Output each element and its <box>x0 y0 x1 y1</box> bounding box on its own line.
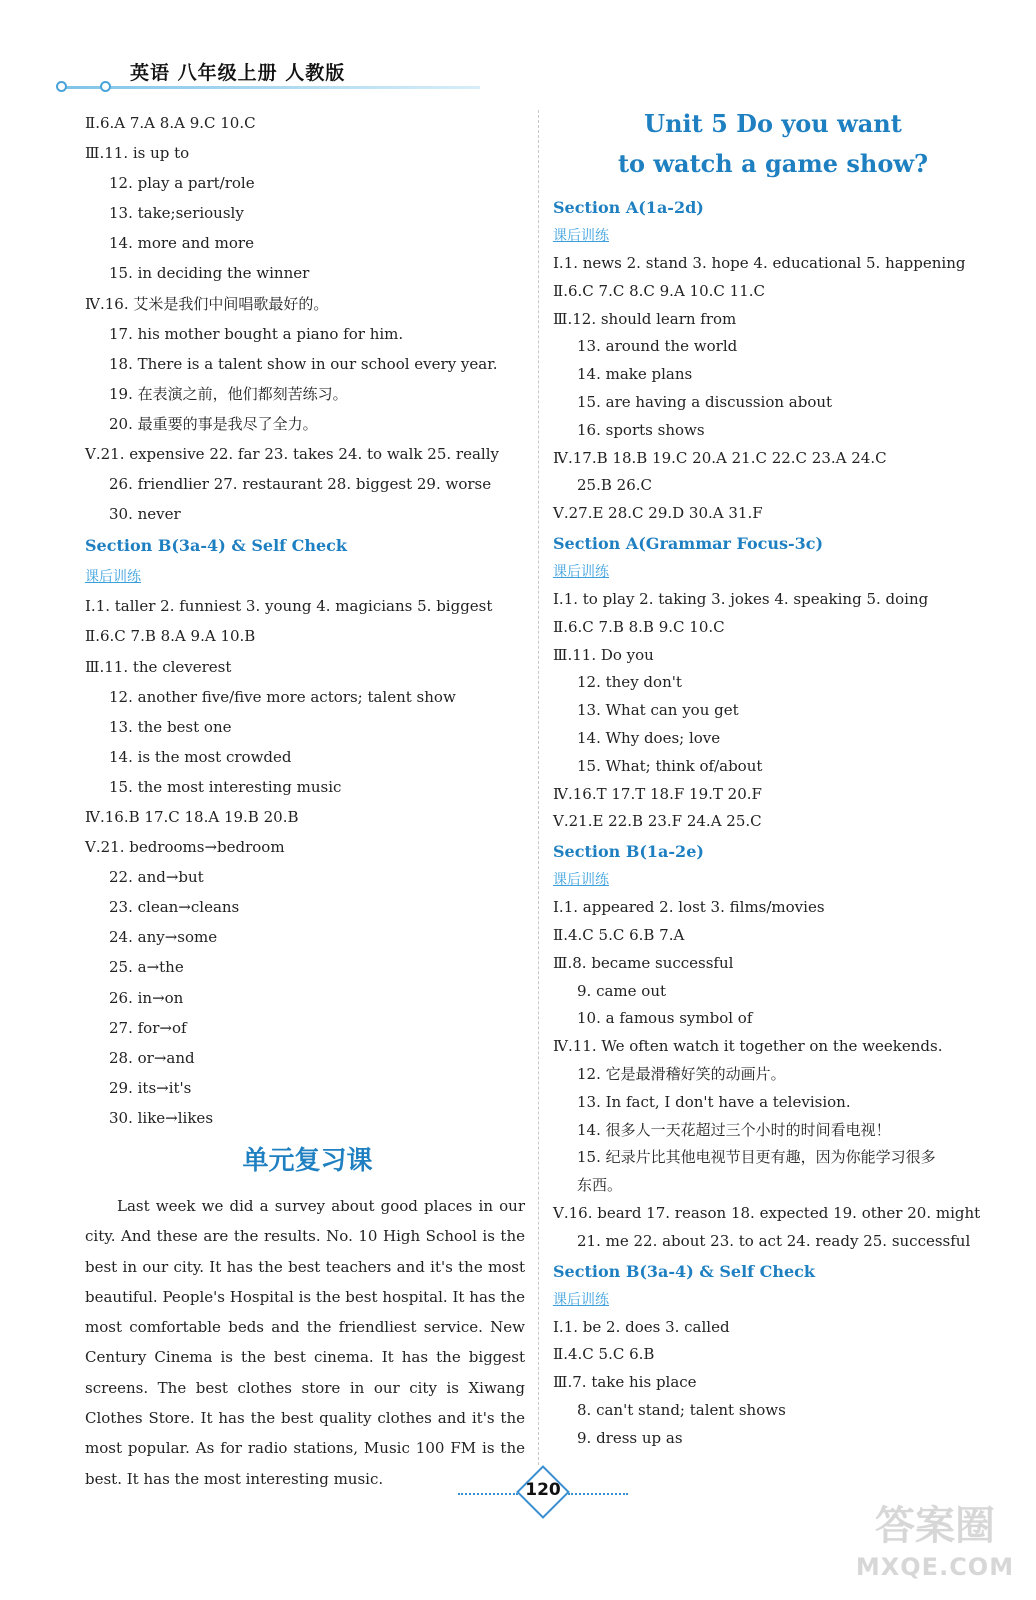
answer-line: 21. me 22. about 23. to act 24. ready 25. successful <box>577 1231 971 1250</box>
answer-line: 15. 纪录片比其他电视节目更有趣，因为你能学习很多 <box>577 1148 936 1167</box>
answer-line: Ⅲ.7. take his place <box>553 1373 697 1392</box>
watermark-logo <box>845 1500 1025 1590</box>
answer-line: 16. sports shows <box>577 420 705 439</box>
answer-line: Ⅱ.4.C 5.C 6.B 7.A <box>553 925 685 944</box>
left-column <box>85 108 530 1494</box>
answer-line: Ⅴ.21. bedrooms→bedroom <box>85 838 285 857</box>
answer-line: 12. another five/five more actors; talent show <box>109 687 456 706</box>
unit-title-line-1: Unit 5 Do you want <box>644 109 902 138</box>
page-number: 120 <box>525 1480 561 1500</box>
answer-line: Ⅳ.16.B 17.C 18.A 19.B 20.B <box>85 807 299 826</box>
answer-line: 东西。 <box>577 1176 623 1195</box>
answer-line: 14. is the most crowded <box>109 747 292 766</box>
answer-line: 9. came out <box>577 981 667 1000</box>
answer-line: 13. In fact, I don't have a television. <box>577 1092 851 1111</box>
section-heading: Section A(Grammar Focus-3c) <box>553 533 824 553</box>
answer-line: 29. its→it's <box>109 1078 192 1097</box>
answer-line: 22. and→but <box>109 868 204 887</box>
answer-line: 14. make plans <box>577 365 693 384</box>
answer-line: Ⅱ.4.C 5.C 6.B <box>553 1345 655 1364</box>
answer-line: Ⅱ.6.A 7.A 8.A 9.C 10.C <box>85 114 256 132</box>
practice-tag: 课后训练 <box>553 1291 609 1308</box>
answer-line: 17. his mother bought a piano for him. <box>109 324 404 343</box>
answer-line: 12. play a part/role <box>109 174 255 193</box>
section-heading: Section A(1a-2d) <box>553 198 704 217</box>
footer-dots-right <box>568 1493 628 1495</box>
answer-line: Ⅱ.6.C 7.C 8.C 9.A 10.C 11.C <box>553 281 765 300</box>
answer-line: Ⅲ.8. became successful <box>553 953 734 972</box>
answer-line: 15. in deciding the winner <box>109 264 310 283</box>
answer-line: Ⅳ.16.T 17.T 18.F 19.T 20.F <box>553 784 762 803</box>
answer-line: Ⅱ.6.C 7.B 8.A 9.A 10.B <box>85 627 256 646</box>
answer-line: Ⅲ.11. the cleverest <box>85 657 232 676</box>
header-rule <box>60 86 480 89</box>
answer-line: 26. friendlier 27. restaurant 28. biggest 29. worse <box>109 475 492 494</box>
section-heading: Section B(1a-2e) <box>553 842 704 862</box>
answer-line: Ⅳ.16. 艾米是我们中间唱歌最好的。 <box>85 294 329 313</box>
watermark-text: 答案圈 <box>875 1503 995 1549</box>
watermark-url: MXQE.COM <box>855 1553 1015 1581</box>
right-column <box>553 108 993 1452</box>
answer-line: Ⅳ.11. We often watch it together on the weekends. <box>553 1037 943 1056</box>
footer-dots-left <box>458 1493 518 1495</box>
answer-line: 14. more and more <box>109 234 254 253</box>
answer-line: 24. any→some <box>109 928 218 947</box>
answer-line: Ⅱ.6.C 7.B 8.B 9.C 10.C <box>553 617 725 636</box>
answer-line: 9. dress up as <box>577 1428 683 1447</box>
answer-line: 18. There is a talent show in our school every year. <box>109 354 498 373</box>
answer-line: 12. 它是最滑稽好笑的动画片。 <box>577 1064 786 1083</box>
practice-tag: 课后训练 <box>85 569 141 586</box>
book-title: 英语 八年级上册 人教版 <box>130 62 346 84</box>
answer-line: Ⅲ.11. is up to <box>85 144 190 163</box>
answer-line: 8. can't stand; talent shows <box>577 1400 786 1419</box>
answer-line: Ⅴ.21. expensive 22. far 23. takes 24. to walk 25. really <box>85 445 499 464</box>
section-heading: Section B(3a-4) & Self Check <box>553 1261 815 1281</box>
practice-tag: 课后训练 <box>553 563 609 580</box>
answer-line: Ⅰ.1. news 2. stand 3. hope 4. educational 5. happening <box>553 254 966 272</box>
answer-line: 10. a famous symbol of <box>577 1009 753 1028</box>
answer-line: 13. take;seriously <box>109 204 244 223</box>
answer-line: 30. never <box>109 505 181 524</box>
answer-line: 13. the best one <box>109 717 232 736</box>
answer-line: 15. are having a discussion about <box>577 392 833 411</box>
answer-line: Ⅲ.12. should learn from <box>553 309 737 328</box>
answer-line: 13. What can you get <box>577 701 739 720</box>
answer-line: Ⅰ.1. to play 2. taking 3. jokes 4. speaking 5. doing <box>553 589 929 608</box>
answer-line: 20. 最重要的事是我尽了全力。 <box>109 414 318 433</box>
answer-line: Ⅴ.16. beard 17. reason 18. expected 19. other 20. might <box>553 1203 981 1222</box>
section-heading: Section B(3a-4) & Self Check <box>85 536 347 556</box>
answer-line: 15. What; think of/about <box>577 756 763 775</box>
practice-tag: 课后训练 <box>553 228 609 244</box>
unit-title <box>553 104 993 184</box>
answer-line: Ⅴ.27.E 28.C 29.D 30.A 31.F <box>553 504 763 523</box>
answer-line: 13. around the world <box>577 337 738 356</box>
answer-line: 23. clean→cleans <box>109 898 240 917</box>
answer-line: Ⅰ.1. appeared 2. lost 3. films/movies <box>553 898 825 917</box>
page-footer <box>458 1468 628 1518</box>
review-title: 单元复习课 <box>242 1146 373 1176</box>
answer-line: 27. for→of <box>109 1018 187 1037</box>
answer-line: 12. they don't <box>577 673 682 692</box>
answer-line: 14. Why does; love <box>577 728 721 747</box>
review-paragraph: Last week we did a survey about good places in our city. And these are the results. No. 10 High School is the best in our city. It has the best teachers and it's the most beautiful. People's Hospital is the best hospital. It has the most comfortable beds and the friendliest service. New Century Cinema is the best cinema. It has the biggest screens. The best clothes store in our city is Xiwang Clothes Store. It has the best quality clothes and it's the most popular. As for radio stations, Music 100 FM is the best. It has the most interesting music. <box>85 1197 525 1488</box>
unit-title-line-2: to watch a game show? <box>617 149 929 178</box>
header-dot-right <box>100 81 111 92</box>
answer-line: 15. the most interesting music <box>109 777 342 796</box>
answer-line: Ⅰ.1. be 2. does 3. called <box>553 1317 730 1336</box>
answer-line: Ⅴ.21.E 22.B 23.F 24.A 25.C <box>553 812 762 831</box>
answer-line: 14. 很多人一天花超过三个小时的时间看电视！ <box>577 1120 891 1139</box>
answer-line: 25. a→the <box>109 958 184 977</box>
answer-line: 28. or→and <box>109 1048 195 1067</box>
answer-line: Ⅳ.17.B 18.B 19.C 20.A 21.C 22.C 23.A 24.C <box>553 448 887 467</box>
answer-line: 26. in→on <box>109 988 184 1007</box>
page-header <box>60 52 480 92</box>
answer-line: Ⅰ.1. taller 2. funniest 3. young 4. magicians 5. biggest <box>85 597 493 616</box>
practice-tag: 课后训练 <box>553 872 609 889</box>
header-dot-left <box>56 81 67 92</box>
answer-line: 30. like→likes <box>109 1108 214 1127</box>
answer-line: 19. 在表演之前，他们都刻苦练习。 <box>109 384 348 403</box>
column-divider <box>538 110 539 1465</box>
answer-line: 25.B 26.C <box>577 476 652 495</box>
answer-line: Ⅲ.11. Do you <box>553 645 654 664</box>
